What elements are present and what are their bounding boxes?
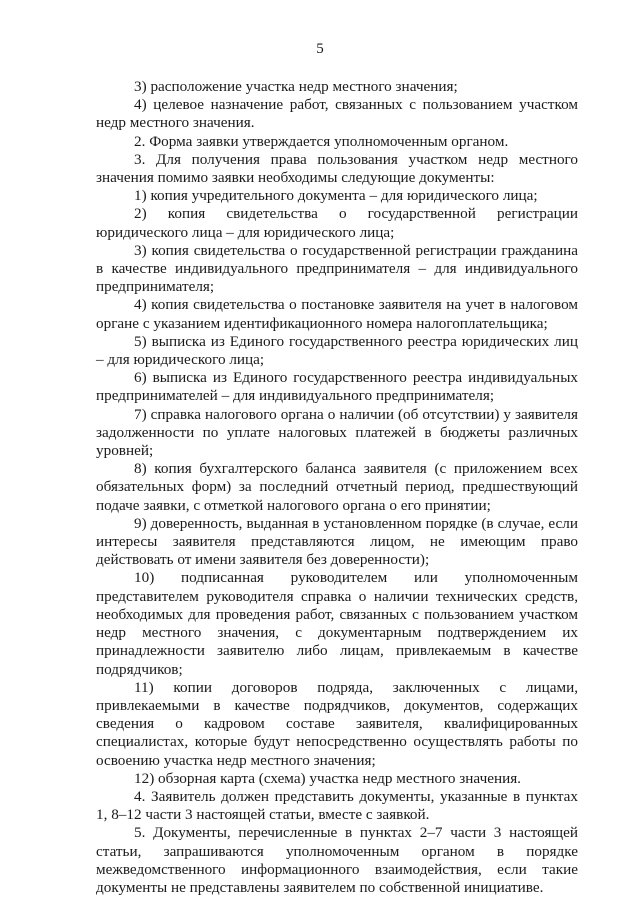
list-item-2: 2) копия свидетельства о государственной регистрации юридического лица – для юридического лица; <box>96 205 578 241</box>
paragraph-part-5: 5. Документы, перечисленные в пунктах 2–7 части 3 настоящей статьи, запрашиваются уполномоченным органом в порядке межведомственного информационного взаимодействия, если такие документы не представлены заявителем по собственной инициативе. <box>96 824 578 896</box>
paragraph-part-2: 2. Форма заявки утверждается уполномоченным органом. <box>134 132 509 150</box>
list-item-10: 10) подписанная руководителем или уполномоченным представителем руководителя справка о наличии технических средств, необходимых для проведения работ, связанных с пользованием участком недр местного значения, с документарным подтверждением их принадлежности заявителю либо лицам, привлекаемым в качестве подрядчиков; <box>96 569 578 678</box>
list-item-12: 12) обзорная карта (схема) участка недр местного значения. <box>134 769 521 787</box>
list-item-6: 6) выписка из Единого государственного реестра индивидуальных предпринимателей – для индивидуального предпринимателя; <box>96 369 578 405</box>
paragraph-part-4: 4. Заявитель должен представить документы, указанные в пунктах 1, 8–12 части 3 настоящей статьи, вместе с заявкой. <box>96 787 578 824</box>
paragraph-part-3: 3. Для получения права пользования участком недр местного значения помимо заявки необходимы следующие документы: <box>96 150 578 187</box>
list-item-9: 9) доверенность, выданная в установленном порядке (в случае, если интересы заявителя представляются лицом, не имеющим право действовать от имени заявителя без доверенности); <box>96 514 578 569</box>
list-item-8: 8) копия бухгалтерского баланса заявителя (с приложением всех обязательных форм) за последний отчетный период, предшествующий подаче заявки, с отметкой налогового органа о его принятии; <box>96 460 578 514</box>
list-item-7: 7) справка налогового органа о наличии (об отсутствии) у заявителя задолженности по уплате налоговых платежей в бюджеты различных уровней; <box>96 405 578 460</box>
paragraph-clause-4: 4) целевое назначение работ, связанных с пользованием участком недр местного значения. <box>96 96 578 132</box>
page-number: 5 <box>316 41 324 57</box>
list-item-4: 4) копия свидетельства о постановке заявителя на учет в налоговом органе с указанием идентификационного номера налогоплательщика; <box>96 296 578 332</box>
list-item-1: 1) копия учредительного документа – для юридического лица; <box>134 187 538 205</box>
list-item-11: 11) копии договоров подряда, заключенных с лицами, привлекаемыми в качестве подрядчиков, документов, содержащих сведения о кадровом составе заявителя, квалифицированных специалистах, которые будут непосредственно осуществлять работы по освоению участка недр местного значения; <box>96 678 578 769</box>
list-item-3: 3) копия свидетельства о государственной регистрации гражданина в качестве индивидуального предпринимателя – для индивидуального предпринимателя; <box>96 241 578 296</box>
paragraph-clause-3: 3) расположение участка недр местного значения; <box>134 78 458 95</box>
list-item-5: 5) выписка из Единого государственного реестра юридических лиц – для юридического лица; <box>96 332 578 369</box>
document-body <box>96 78 578 897</box>
